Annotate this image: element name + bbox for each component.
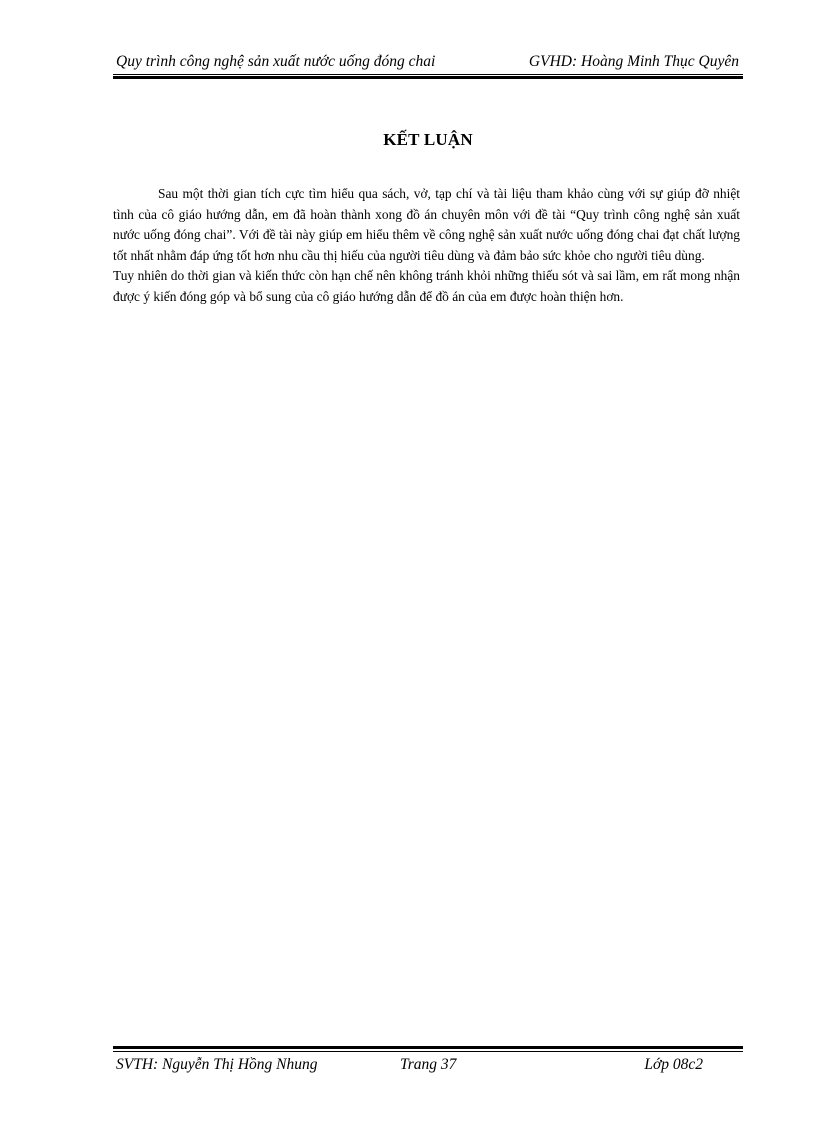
paragraph-2: Tuy nhiên do thời gian và kiến thức còn hạn chế nên không tránh khỏi những thiếu sót và sai lầm, em rất mong nhận được ý kiến đóng góp và bổ sung của cô giáo hướng dẫn để đồ án của em được hoàn thiện hơn. [113,268,740,304]
footer-student: SVTH: Nguyễn Thị Hồng Nhung [116,1056,318,1073]
page-title: KẾT LUẬN [383,130,473,149]
header-document-title: Quy trình công nghệ sản xuất nước uống đóng chai [116,53,436,70]
footer-rule-thin [113,1051,743,1052]
header-rule-thin [113,74,743,75]
footer-rule-thick [113,1046,743,1049]
page-header [113,52,743,74]
footer-page-number: Trang 37 [400,1056,457,1073]
page-footer [113,1055,743,1077]
header-supervisor: GVHD: Hoàng Minh Thục Quyên [528,53,739,70]
header-rule-thick [113,76,743,79]
footer-class: Lớp 08c2 [644,1056,703,1073]
body-text [113,184,740,308]
paragraph-1: Sau một thời gian tích cực tìm hiểu qua sách, vở, tạp chí và tài liệu tham khảo cùng với sự giúp đỡ nhiệt tình của cô giáo hướng dẫn, em đã hoàn thành xong đồ án chuyên môn với đề tài “Quy trình công nghệ sản xuất nước uống đóng chai”. Với đề tài này giúp em hiểu thêm về công nghệ sản xuất nước uống đóng chai đạt chất lượng tốt nhất nhằm đáp ứng tốt hơn nhu cầu thị hiếu của người tiêu dùng và đảm bảo sức khỏe cho người tiêu dùng. [113,186,740,263]
